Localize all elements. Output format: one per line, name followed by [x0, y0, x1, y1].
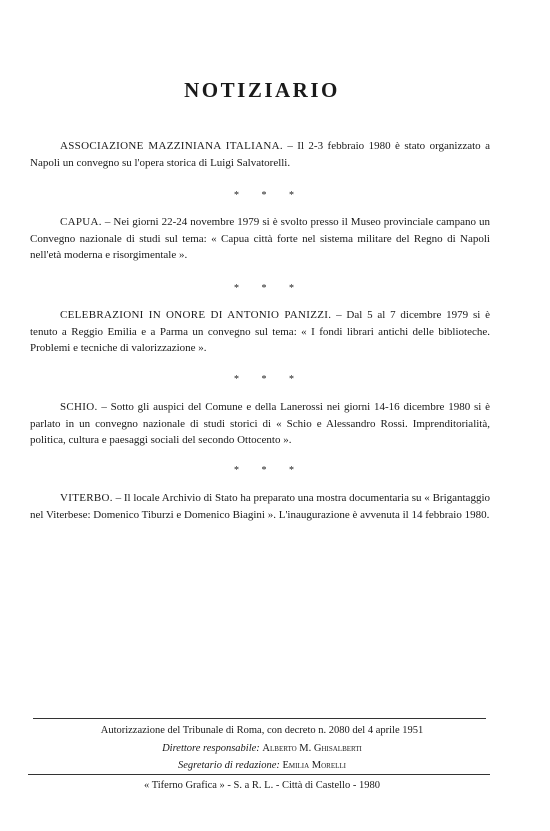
news-entry-associazione-mazziniana: [30, 138, 490, 171]
section-separator: * * *: [234, 283, 304, 294]
entry-heading: SCHIO.: [60, 401, 98, 413]
colophon-authorization: Autorizzazione del Tribunale di Roma, con decreto n. 2080 del 4 aprile 1951: [100, 725, 424, 736]
section-separator: * * *: [234, 190, 304, 201]
colophon-director: [0, 740, 524, 758]
entry-body: – Il locale Archivio di Stato ha preparato una mostra documentaria su « Brigantaggio nel Viterbese: Domenico Tiburzi e Domenico Biagini ». L'inaugurazione è avvenuta il 14 febbraio 1980.: [30, 492, 490, 521]
entry-heading: CAPUA.: [60, 216, 102, 228]
secretary-name: Emilia Morelli: [282, 760, 346, 771]
news-entry-schio: [30, 399, 490, 449]
news-entry-celebrazioni-panizzi: [30, 307, 490, 357]
entry-body: – Il 2-3 febbraio 1980 è stato organizzato a Napoli un convegno su l'opera storica di Luigi Salvatorelli.: [30, 140, 490, 169]
entry-body: – Nei giorni 22-24 novembre 1979 si è svolto presso il Museo provinciale campano un Convegno nazionale di studi sul tema: « Capua città forte nel sistema militare del Regno di Napoli nell'età moderna e risorgimentale ».: [30, 216, 490, 261]
section-separator: * * *: [234, 374, 304, 385]
section-separator: * * *: [234, 465, 304, 476]
footer-top-rule: [33, 718, 486, 719]
page-title: NOTIZIARIO: [184, 78, 340, 102]
entry-heading: VITERBO.: [60, 492, 113, 504]
colophon-secretary: [0, 757, 524, 775]
entry-heading: ASSOCIAZIONE MAZZINIANA ITALIANA.: [60, 140, 283, 152]
colophon-printer: « Tiferno Grafica » - S. a R. L. - Città di Castello - 1980: [144, 780, 380, 791]
news-entry-viterbo: [30, 490, 490, 523]
secretary-label: Segretario di redazione:: [178, 760, 280, 771]
director-name: Alberto M. Ghisalberti: [262, 743, 362, 754]
entry-heading: CELEBRAZIONI IN ONORE DI ANTONIO PANIZZI.: [60, 309, 332, 321]
entry-body: – Dal 5 al 7 dicembre 1979 si è tenuto a Reggio Emilia e a Parma un convegno sul tema: « I fondi librari antichi delle biblioteche. Problemi e tecniche di valorizzazione ».: [30, 309, 490, 354]
director-label: Direttore responsabile:: [162, 743, 260, 754]
entry-body: – Sotto gli auspici del Comune e della Lanerossi nei giorni 14-16 dicembre 1980 si è parlato in un convegno nazionale di studi storici di « Schio e Alessandro Rossi. Imprenditorialità, politica, cultura e paesaggi sociali del secondo Ottocento ».: [30, 401, 490, 446]
news-entry-capua: [30, 214, 490, 264]
footer-bottom-rule: [28, 774, 490, 775]
